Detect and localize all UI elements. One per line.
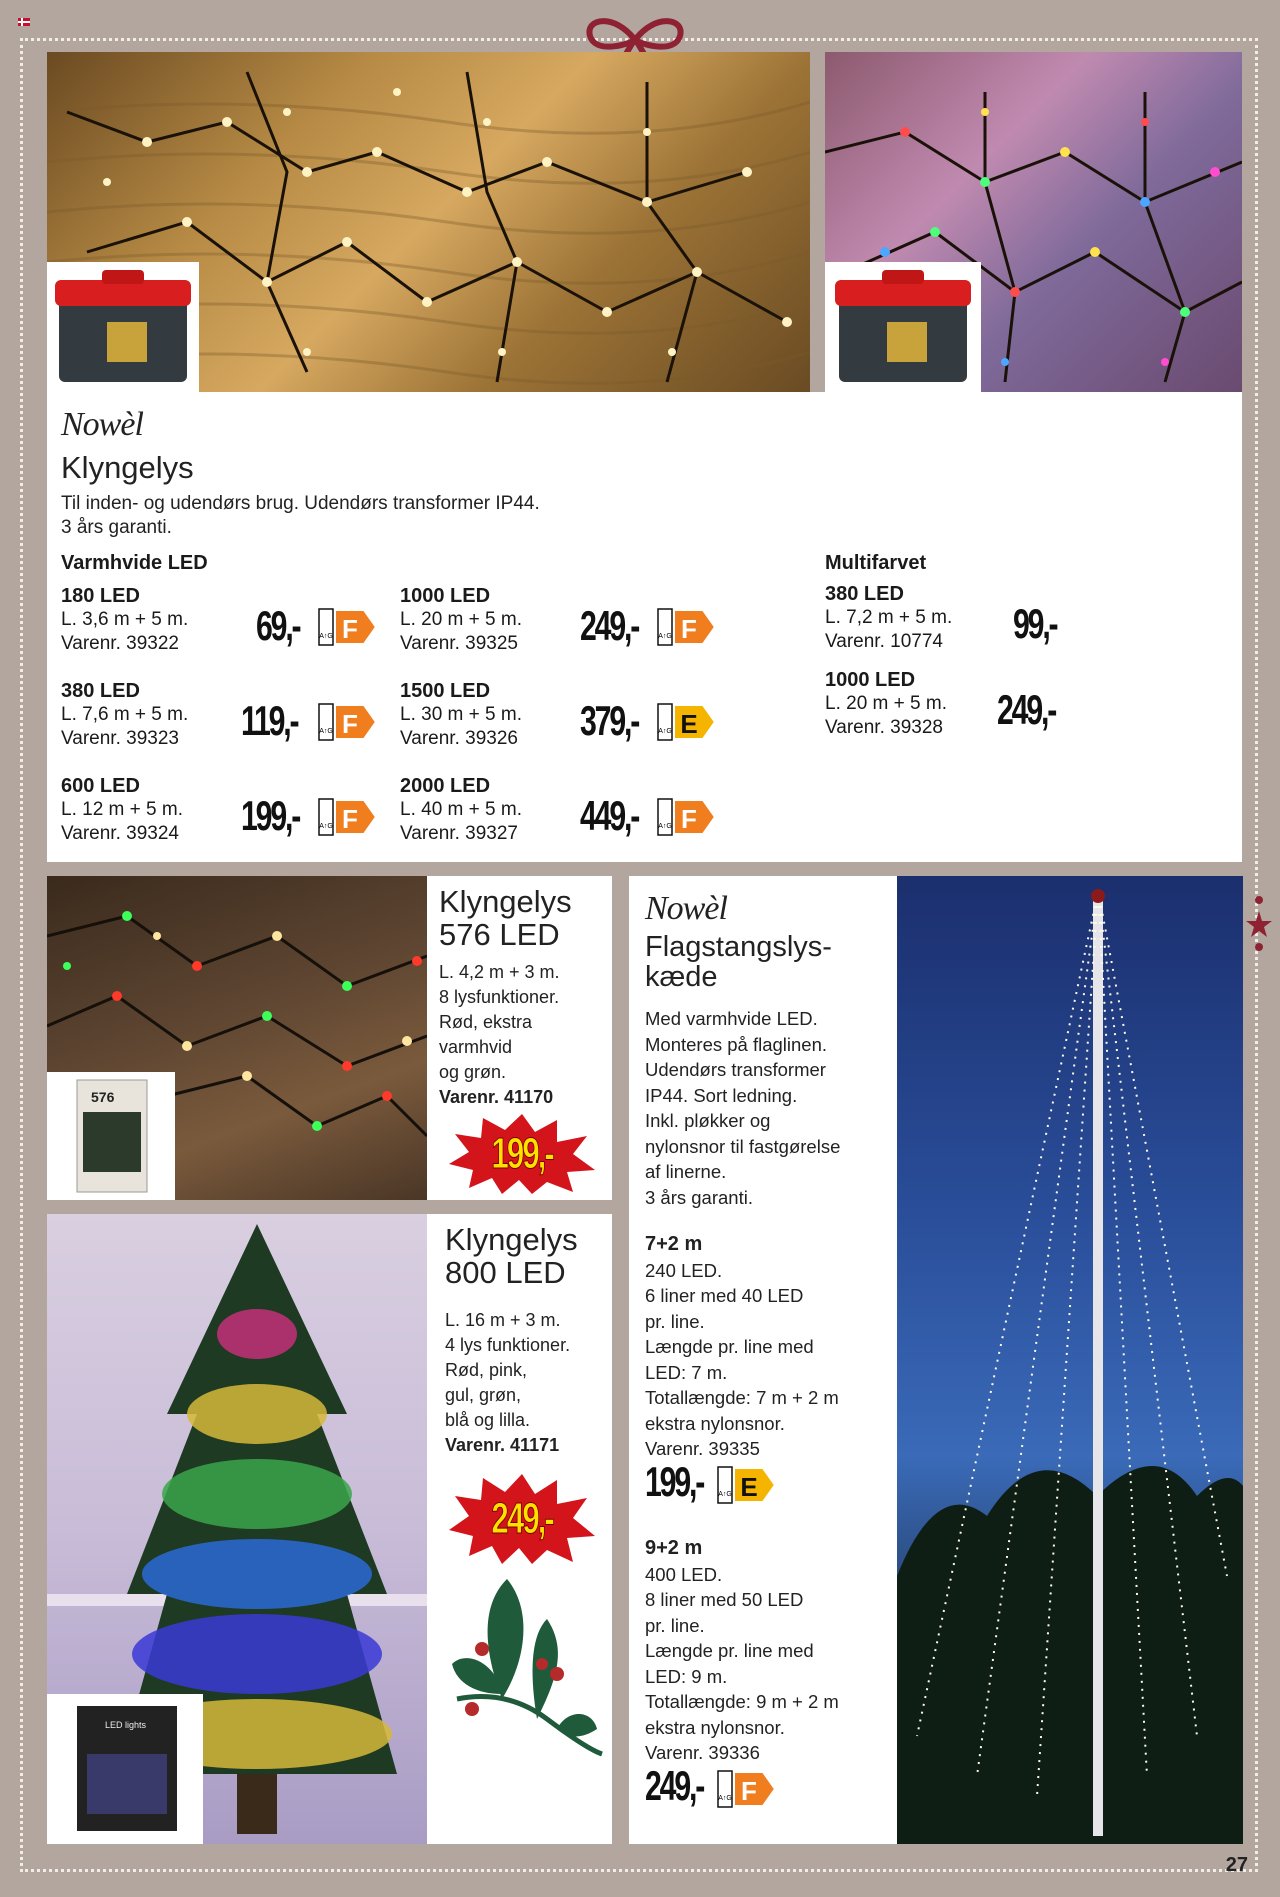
multicolor-lights-photo <box>825 52 1242 392</box>
product-length: L. 20 m + 5 m. <box>825 693 947 714</box>
product-item <box>61 584 381 656</box>
item-number: Varenr. 39336 <box>645 1742 760 1763</box>
variant-9-2 <box>645 1536 839 1766</box>
variant-name: 9+2 m <box>645 1537 703 1559</box>
energy-label-icon <box>318 703 378 741</box>
description-line: 3 års garanti. <box>61 517 172 538</box>
item-number: Varenr. 39322 <box>61 633 179 654</box>
product-box-thumbnail <box>47 1072 175 1200</box>
energy-label-icon <box>657 798 717 836</box>
storage-box-icon <box>825 262 981 392</box>
product-title: Klyngelys <box>61 450 194 485</box>
price: 199,- <box>645 1458 704 1505</box>
description-line: Udendørs transformer <box>645 1059 826 1080</box>
variant-name: 7+2 m <box>645 1233 703 1255</box>
svg-text:A↑G: A↑G <box>658 633 672 640</box>
576-led-photo <box>47 876 427 1200</box>
price: 249,- <box>645 1762 704 1809</box>
price: 379,- <box>580 697 639 744</box>
product-length: L. 7,2 m + 5 m. <box>825 607 953 628</box>
product-name: 180 LED <box>61 585 140 607</box>
detail-line: gul, grøn, <box>445 1385 522 1405</box>
svg-text:576: 576 <box>91 1089 115 1105</box>
detail-line: 6 liner med 40 LED <box>645 1285 804 1306</box>
product-box-icon <box>47 1694 203 1844</box>
svg-text:E: E <box>680 709 698 739</box>
product-box-thumbnail <box>47 262 199 392</box>
product-item <box>61 774 381 846</box>
item-number: Varenr. 39326 <box>400 728 518 749</box>
svg-text:A↑G: A↑G <box>658 728 672 735</box>
description-line: Inkl. pløkker og <box>645 1110 771 1131</box>
description-line: nylonsnor til fastgørelse <box>645 1135 841 1157</box>
detail-line: blå og lilla. <box>445 1410 531 1430</box>
price: 249,- <box>491 1494 553 1543</box>
energy-label-icon <box>717 1770 777 1808</box>
product-name: 1000 LED <box>400 585 491 607</box>
item-number: Varenr. 39323 <box>61 728 179 749</box>
price: 199,- <box>491 1129 553 1178</box>
item-number: Varenr. 41170 <box>439 1087 554 1107</box>
flagpole-info <box>629 876 897 1844</box>
price-burst <box>447 1114 597 1194</box>
product-description <box>61 492 540 540</box>
flagpole-lights-photo <box>897 876 1243 1844</box>
detail-line: Rød, ekstra <box>439 1012 533 1032</box>
svg-text:F: F <box>342 709 358 739</box>
price: 199,- <box>241 792 300 839</box>
product-details <box>439 960 560 1110</box>
price: 249,- <box>580 602 639 649</box>
detail-line: L. 4,2 m + 3 m. <box>439 962 560 982</box>
detail-line: 400 LED. <box>645 1563 723 1585</box>
svg-text:F: F <box>681 614 697 644</box>
product-item <box>400 584 730 656</box>
detail-line: Længde pr. line med <box>645 1640 814 1661</box>
800-led-info <box>427 1214 612 1844</box>
svg-text:F: F <box>342 804 358 834</box>
svg-text:A↑G: A↑G <box>319 633 333 640</box>
svg-text:A↑G: A↑G <box>319 823 333 830</box>
product-description <box>645 1006 840 1210</box>
item-number: Varenr. 39335 <box>645 1438 760 1459</box>
detail-line: Rød, pink, <box>445 1360 528 1380</box>
title-line: 576 LED <box>439 916 560 952</box>
detail-line: LED: 9 m. <box>645 1665 728 1687</box>
multicolor-heading: Multifarvet <box>825 552 927 574</box>
product-length: L. 40 m + 5 m. <box>400 799 522 820</box>
detail-line: pr. line. <box>645 1310 705 1332</box>
detail-line: L. 16 m + 3 m. <box>445 1310 561 1330</box>
star-decoration-icon <box>1244 895 1274 955</box>
detail-line: Længde pr. line med <box>645 1336 814 1357</box>
title-line: Klyngelys <box>439 884 572 919</box>
product-item <box>61 679 381 751</box>
warm-white-column-1 <box>61 584 381 862</box>
energy-label-icon <box>717 1466 777 1504</box>
detail-line: ekstra nylonsnor. <box>645 1716 785 1738</box>
energy-label-icon <box>657 703 717 741</box>
product-item <box>825 582 1125 654</box>
title-line: kæde <box>645 961 718 994</box>
product-name: 600 LED <box>61 775 140 797</box>
576-led-info <box>427 876 612 1200</box>
klyngelys-info-panel <box>47 392 1242 862</box>
description-line: Med varmhvide LED. <box>645 1008 818 1029</box>
product-details <box>445 1308 570 1458</box>
detail-line: og grøn. <box>439 1062 507 1082</box>
warm-white-heading: Varmhvide LED <box>61 552 208 574</box>
description-line: Til inden- og udendørs brug. Udendørs transformer IP44. <box>61 493 540 514</box>
product-name: 1500 LED <box>400 680 491 702</box>
product-item <box>825 668 1125 740</box>
detail-line: 240 LED. <box>645 1259 723 1281</box>
detail-line: pr. line. <box>645 1614 705 1636</box>
title-line: Flagstangslys- <box>645 931 832 963</box>
price: 119,- <box>241 697 298 744</box>
product-length: L. 7,6 m + 5 m. <box>61 704 189 725</box>
detail-line: LED: 7 m. <box>645 1361 728 1383</box>
product-title <box>645 932 832 993</box>
title-line: 800 LED <box>445 1254 566 1290</box>
item-number: Varenr. 10774 <box>825 631 943 652</box>
product-item <box>400 774 730 846</box>
product-box-icon <box>47 1072 175 1200</box>
price: 449,- <box>580 792 639 839</box>
price: 69,- <box>256 602 300 649</box>
description-line: Monteres på flaglinen. <box>645 1033 828 1055</box>
holly-branch-icon <box>447 1569 607 1769</box>
product-name: 2000 LED <box>400 775 491 797</box>
multicolor-column <box>825 582 1125 782</box>
svg-text:F: F <box>681 804 697 834</box>
description-line: af linerne. <box>645 1161 727 1182</box>
warm-white-column-2 <box>400 584 730 862</box>
item-number: Varenr. 39327 <box>400 823 518 844</box>
danish-flag-icon <box>18 18 30 26</box>
detail-line: 8 liner med 50 LED <box>645 1589 804 1610</box>
title-line: Klyngelys <box>445 1222 578 1257</box>
energy-label-icon <box>318 798 378 836</box>
flagpole-illustration <box>897 876 1243 1844</box>
variant-7-2 <box>645 1232 839 1462</box>
detail-line: 4 lys funktioner. <box>445 1335 571 1355</box>
product-name: 380 LED <box>61 680 140 702</box>
warm-white-lights-photo <box>47 52 810 392</box>
item-number: Varenr. 39324 <box>61 823 179 844</box>
item-number: Varenr. 39325 <box>400 633 518 654</box>
svg-text:A↑G: A↑G <box>718 1795 732 1802</box>
detail-line: 8 lysfunktioner. <box>439 987 560 1007</box>
product-length: L. 20 m + 5 m. <box>400 609 522 630</box>
item-number: Varenr. 41171 <box>445 1435 560 1455</box>
detail-line: varmhvid <box>439 1037 513 1057</box>
brand-logo: Nowèl <box>61 406 143 443</box>
svg-text:F: F <box>342 614 358 644</box>
product-length: L. 3,6 m + 5 m. <box>61 609 189 630</box>
svg-text:A↑G: A↑G <box>319 728 333 735</box>
price: 249,- <box>997 686 1056 733</box>
svg-text:F: F <box>741 1776 757 1806</box>
energy-label-icon <box>318 608 378 646</box>
product-name: 380 LED <box>825 583 904 605</box>
product-name: 1000 LED <box>825 669 916 691</box>
description-line: 3 års garanti. <box>645 1186 753 1208</box>
product-box-thumbnail <box>47 1694 203 1844</box>
detail-line: Totallængde: 7 m + 2 m <box>645 1387 839 1408</box>
brand-logo: Nowèl <box>645 890 727 927</box>
storage-box-icon <box>47 262 199 392</box>
svg-text:LED lights: LED lights <box>105 1720 147 1730</box>
detail-line: ekstra nylonsnor. <box>645 1412 785 1434</box>
page-number: 27 <box>1225 1854 1248 1876</box>
svg-text:A↑G: A↑G <box>718 1491 732 1498</box>
product-length: L. 12 m + 5 m. <box>61 799 183 820</box>
item-number: Varenr. 39328 <box>825 717 943 738</box>
svg-text:E: E <box>740 1472 758 1502</box>
product-length: L. 30 m + 5 m. <box>400 704 522 725</box>
svg-text:A↑G: A↑G <box>658 823 672 830</box>
price-burst <box>447 1474 597 1564</box>
price: 99,- <box>1013 600 1057 647</box>
energy-label-icon <box>657 608 717 646</box>
product-title <box>439 886 572 951</box>
product-title <box>445 1224 578 1289</box>
product-box-thumbnail <box>825 262 981 392</box>
product-item <box>400 679 730 751</box>
description-line: IP44. Sort ledning. <box>645 1084 798 1106</box>
800-led-tree-photo <box>47 1214 427 1844</box>
detail-line: Totallængde: 9 m + 2 m <box>645 1691 839 1712</box>
